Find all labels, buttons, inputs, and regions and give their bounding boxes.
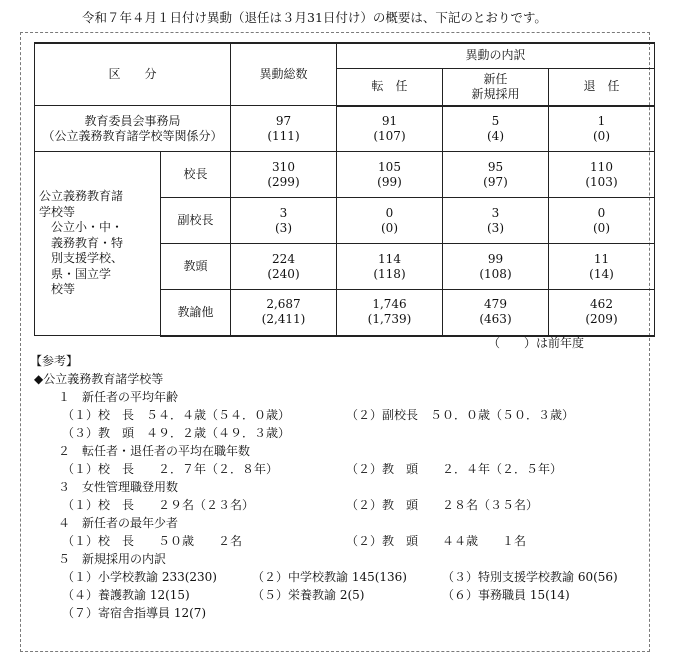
cell-shinnin: 5 (4): [443, 106, 549, 152]
list-item: （１）小学校教諭 233(230): [62, 570, 217, 584]
section-title: ２ 転任者・退任者の平均在職年数: [58, 444, 251, 458]
list-item: （２）教 頭 ２８名（３５名）: [346, 498, 539, 512]
section-title: ４ 新任者の最年少者: [58, 516, 179, 530]
header-breakdown: 異動の内訳: [337, 43, 655, 68]
cell-tennin: 1,746 (1,739): [337, 290, 443, 336]
cell-tainin: 110 (103): [549, 152, 655, 198]
list-item: （１）校 長 ５０歳 ２名: [62, 534, 243, 548]
header-shinnin: 新任 新規採用: [443, 68, 549, 106]
role-label: 副校長: [161, 198, 231, 244]
section-title: １ 新任者の平均年齢: [58, 390, 179, 404]
cell-tainin: 1 (0): [549, 106, 655, 152]
cell-tainin: 0 (0): [549, 198, 655, 244]
list-item: （１）校 長 ２９名（２３名）: [62, 498, 255, 512]
header-tainin: 退 任: [549, 68, 655, 106]
list-item: （４）養護教諭 12(15): [62, 588, 190, 602]
cell-shinnin: 3 (3): [443, 198, 549, 244]
intro-text: 令和７年４月１日付け異動（退任は３月31日付け）の概要は、下記のとおりです。: [82, 10, 547, 25]
cell-total: 97 (111): [231, 106, 337, 152]
list-item: （１）校 長 ５４．４歳（５４．０歳）: [62, 408, 291, 422]
cell-tennin: 105 (99): [337, 152, 443, 198]
section-title: ３ 女性管理職登用数: [58, 480, 179, 494]
cell-total: 2,687 (2,411): [231, 290, 337, 336]
list-item: （６）事務職員 15(14): [442, 588, 570, 602]
previous-year-note: （ ）は前年度: [488, 336, 585, 350]
cell-tennin: 0 (0): [337, 198, 443, 244]
header-total: 異動総数: [231, 43, 337, 106]
personnel-transfer-table: [34, 42, 655, 337]
reference-heading: 【参考】: [30, 354, 79, 368]
list-item: （１）校 長 ２．７年（２．８年）: [62, 462, 279, 476]
table-row: [35, 152, 655, 198]
table-row-board: [35, 106, 655, 152]
row-label-board: 教育委員会事務局 （公立義務教育諸学校等関係分）: [35, 106, 231, 152]
cell-shinnin: 99 (108): [443, 244, 549, 290]
list-item: （２）中学校教諭 145(136): [252, 570, 407, 584]
list-item: （７）寄宿舎指導員 12(7): [62, 606, 207, 620]
list-item: （２）教 頭 ４４歳 １名: [346, 534, 527, 548]
cell-tennin: 114 (118): [337, 244, 443, 290]
list-item: （２）副校長 ５０．０歳（５０．３歳）: [346, 408, 575, 422]
role-label: 教諭他: [161, 290, 231, 336]
cell-shinnin: 479 (463): [443, 290, 549, 336]
header-kubun: 区 分: [35, 43, 231, 106]
cell-tainin: 11 (14): [549, 244, 655, 290]
header-tennin: 転 任: [337, 68, 443, 106]
list-item: （５）栄養教諭 2(5): [252, 588, 365, 602]
cell-total: 310 (299): [231, 152, 337, 198]
row-label-schools: 公立義務教育諸 学校等 公立小・中・ 義務教育・特 別支援学校、 県・国立学 校等: [35, 152, 161, 336]
reference-subheading: ◆公立義務教育諸学校等: [34, 372, 164, 386]
cell-tainin: 462 (209): [549, 290, 655, 336]
role-label: 校長: [161, 152, 231, 198]
cell-total: 3 (3): [231, 198, 337, 244]
list-item: （３）特別支援学校教諭 60(56): [442, 570, 618, 584]
list-item: （２）教 頭 ２．４年（２．５年）: [346, 462, 563, 476]
cell-total: 224 (240): [231, 244, 337, 290]
cell-shinnin: 95 (97): [443, 152, 549, 198]
section-title: ５ 新規採用の内訳: [58, 552, 167, 566]
list-item: （３）教 頭 ４９．２歳（４９．３歳）: [62, 426, 291, 440]
cell-tennin: 91 (107): [337, 106, 443, 152]
role-label: 教頭: [161, 244, 231, 290]
